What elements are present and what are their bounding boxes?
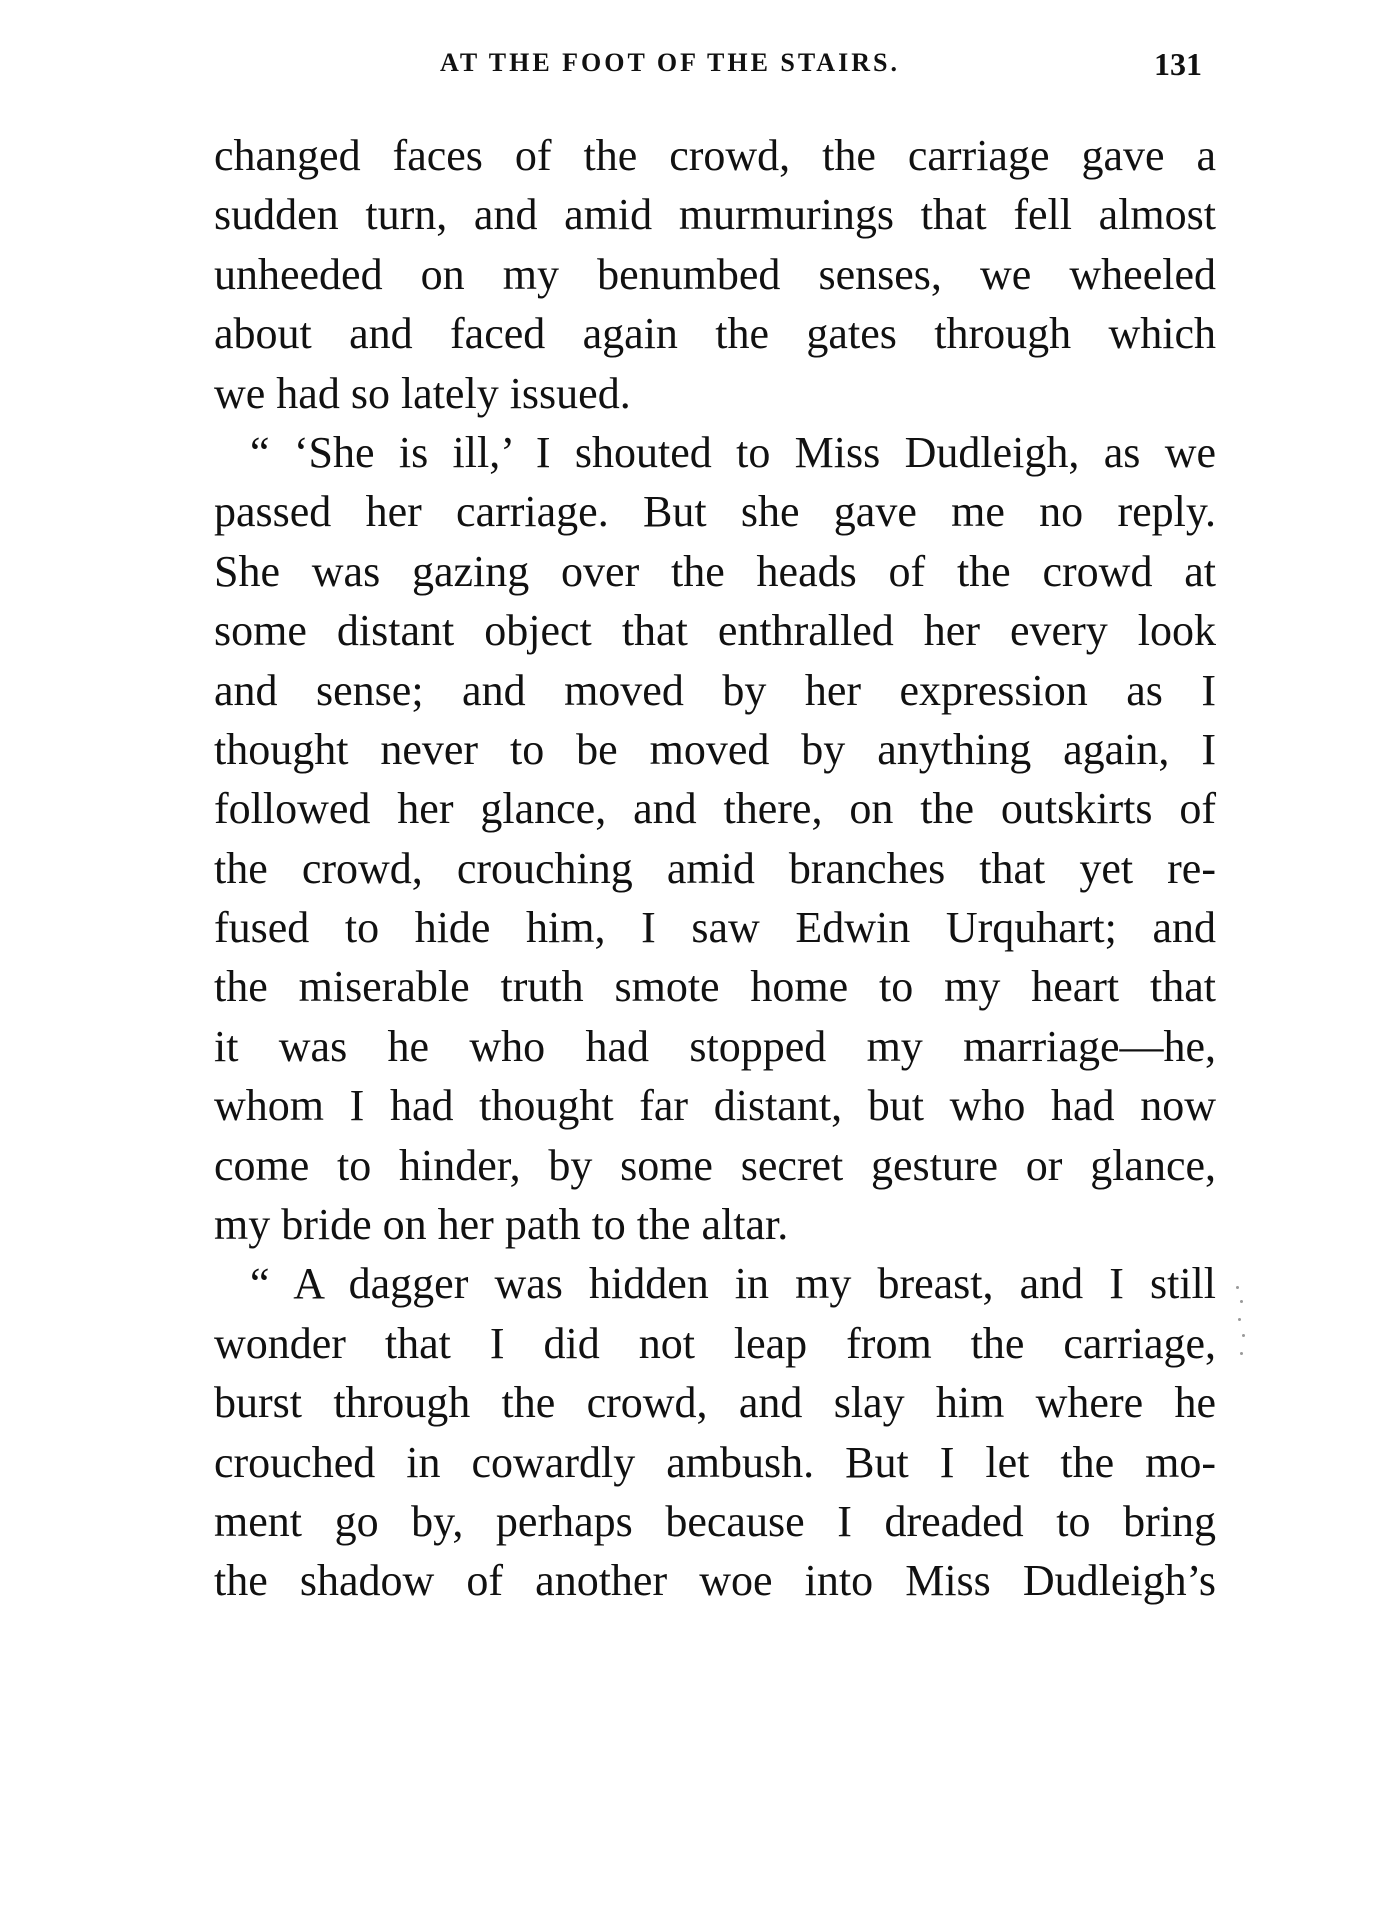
scan-speck <box>1240 1352 1243 1355</box>
text-line: crouched in cowardly ambush. But I let the mo- <box>214 1437 1216 1487</box>
body-text <box>214 126 1216 1611</box>
text-line: She was gazing over the heads of the crowd at <box>214 546 1216 596</box>
text-line: wonder that I did not leap from the carriage, <box>214 1318 1216 1368</box>
text-line: my bride on her path to the altar. <box>214 1200 789 1250</box>
scan-speck <box>1240 1300 1243 1303</box>
text-line: come to hinder, by some secret gesture or glance, <box>214 1140 1216 1190</box>
text-line: changed faces of the crowd, the carriage gave a <box>214 131 1216 180</box>
text-line: some distant object that enthralled her every look <box>214 606 1216 656</box>
text-line: thought never to be moved by anything again, I <box>214 724 1216 774</box>
scan-speck <box>1238 1318 1241 1321</box>
scan-speck <box>1242 1334 1245 1337</box>
text-line: fused to hide him, I saw Edwin Urquhart; and <box>214 903 1216 953</box>
text-line: and sense; and moved by her expression as I <box>214 665 1216 715</box>
page-number: 131 <box>1154 46 1202 82</box>
text-line: ment go by, perhaps because I dreaded to bring <box>214 1496 1216 1546</box>
text-line: “ ‘She is ill,’ I shouted to Miss Dudleigh, as we <box>250 427 1216 477</box>
text-line: “ A dagger was hidden in my breast, and I still <box>250 1259 1216 1309</box>
text-line: followed her glance, and there, on the outskirts of <box>214 784 1216 834</box>
text-line: burst through the crowd, and slay him where he <box>214 1378 1216 1428</box>
text-line: we had so lately issued. <box>214 368 631 418</box>
scan-speck <box>1236 1286 1239 1289</box>
text-line: passed her carriage. But she gave me no reply. <box>214 487 1216 537</box>
text-line: unheeded on my benumbed senses, we wheeled <box>214 249 1216 299</box>
text-line: the miserable truth smote home to my heart that <box>214 962 1216 1012</box>
text-line: whom I had thought far distant, but who had now <box>214 1081 1216 1131</box>
text-line: about and faced again the gates through which <box>214 309 1216 359</box>
text-line: sudden turn, and amid murmurings that fell almost <box>214 190 1216 240</box>
text-line: it was he who had stopped my marriage—he, <box>214 1021 1216 1071</box>
running-head: AT THE FOOT OF THE STAIRS. <box>440 48 900 77</box>
text-line: the crowd, crouching amid branches that yet re- <box>214 843 1216 893</box>
text-line: the shadow of another woe into Miss Dudleigh’s <box>214 1556 1216 1606</box>
